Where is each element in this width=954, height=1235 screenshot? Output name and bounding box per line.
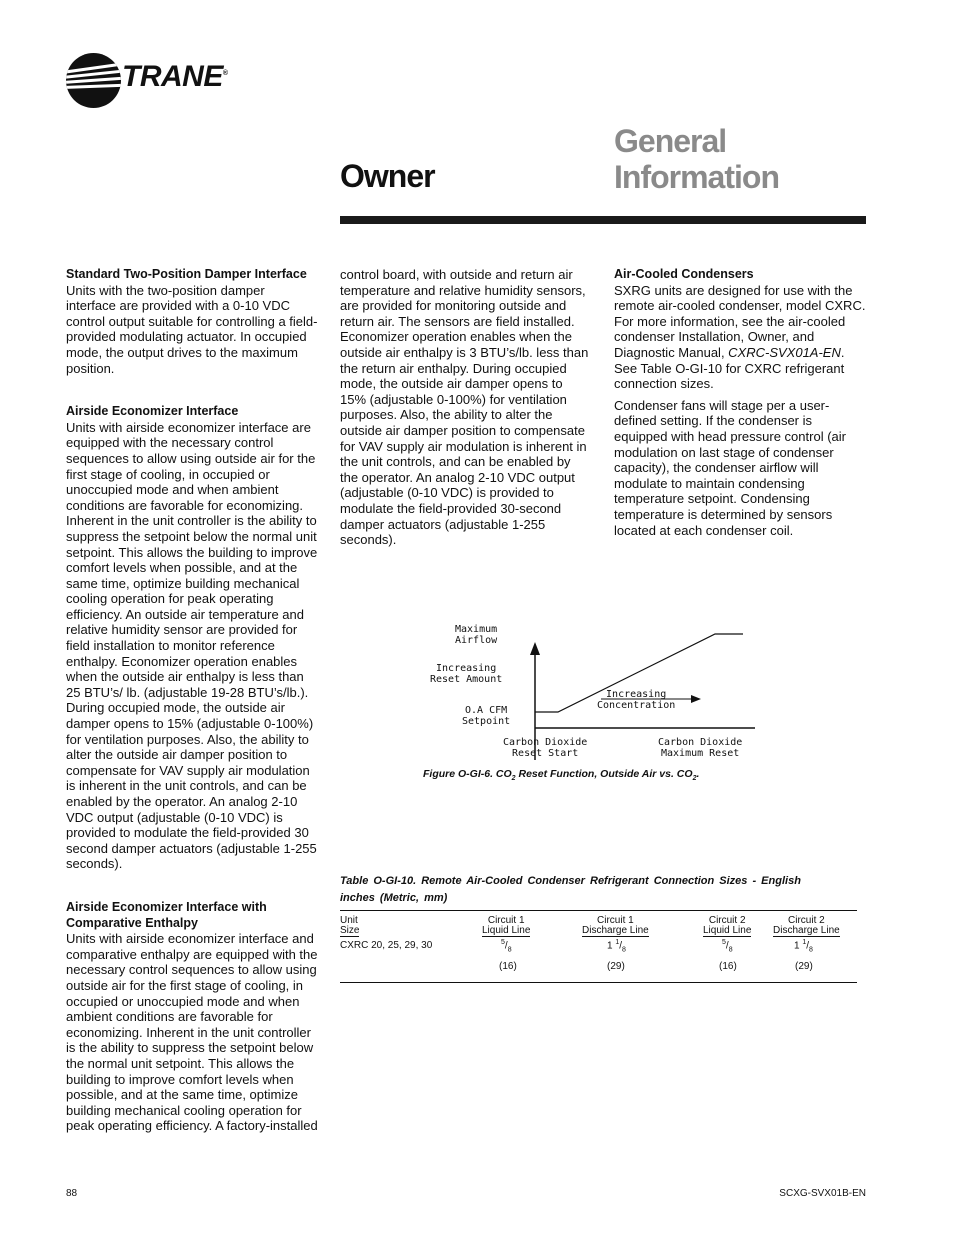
table-cell-unit: CXRC 20, 25, 29, 30 bbox=[340, 940, 433, 951]
figure-label-concentration: Increasing Concentration bbox=[597, 689, 676, 711]
paragraph-condenser-fans: Condenser fans will stage per a user-defined setting. If the condenser is equipped with head pressure control (air modulation on last stage of condenser capacity), the condenser airflow will modulate to maintain condensing temperature setpoint. Condensing temperature is determined by sensors located at each condenser coil. bbox=[614, 397, 846, 538]
table-header-c2-liquid: Circuit 2 Liquid Line bbox=[703, 915, 752, 936]
table-top-rule bbox=[340, 910, 857, 911]
table-bottom-rule bbox=[340, 982, 857, 983]
table-cell-c2-liquid: $^5/_8$ bbox=[722, 939, 733, 954]
figure-y-axis-arrow bbox=[530, 642, 540, 655]
figure-caption: Figure O-GI-6. $CO_2$ Reset Function, Outside Air vs. $CO_2$. bbox=[423, 768, 700, 783]
table-header-c2-discharge: Circuit 2 Discharge Line bbox=[773, 915, 840, 936]
paragraph-airside-economizer: Units with airside economizer interface are equipped with the necessary control sequences to allow using outside air for the first stage of cooling, in occupied or unoccupied mode and when ambient conditions are favorable for economizing. Inherent in the unit controller is the ability to suppress the setpoint below the normal unit setpoint. This allows the building to improve comfort levels when possible, and at the same time, optimize building mechanical cooling operation for peak operating efficiency. An outside air temperature and relative humidity sensor are provided for field installation to monitor reference enthalpy. Economizer operation enables when the outside air enthalpy is less than 25 BTU’s/ lb. (adjustable 19-28 BTU’s/lb.). During occupied mode, the outside air damper opens to 15% (adjustable 0-100%) for ventilation purposes. Also, the ability to alter the outside air damper position to compensate for VAV supply air modulation is inherent in the unit controls, and can be enabled by the operator. An analog 2-10 VDC output (adjustable (0-10 VDC) is provided to modulate the field-provided 30 second damper actuators (adjustable 1-255 seconds). bbox=[66, 419, 318, 872]
document-id: SCXG-SVX01B-EN bbox=[779, 1188, 866, 1199]
table-cell-c2-discharge-metric: (29) bbox=[795, 961, 813, 972]
table-header-c1-discharge: Circuit 1 Discharge Line bbox=[582, 915, 649, 936]
column-1 bbox=[66, 267, 318, 1134]
figure-label-maximum-reset: Carbon Dioxide Maximum Reset bbox=[658, 737, 743, 759]
table-cell-c2-discharge: 1 $^1/_8$ bbox=[794, 939, 813, 954]
table-header-c1-liquid: Circuit 1 Liquid Line bbox=[482, 915, 531, 936]
trane-logo-icon bbox=[66, 53, 121, 108]
column-2 bbox=[340, 267, 590, 548]
brand-name: TRANE® bbox=[122, 60, 228, 93]
paragraph-control-board: control board, with outside and return air temperature and relative humidity sensors, are provided for monitoring outside and return air. The sensors are field installed. Economizer operation enables when the outside air enthalpy is 3 BTU’s/lb. less than the return air enthalpy. During occupied mode, the outside air damper opens to 15% (adjustable 0-100%) for ventilation purposes. Also, the ability to alter the outside air damper position to compensate for VAV supply air modulation is inherent in the unit controls, and can be enabled by the operator. An analog 2-10 VDC output (adjustable (0-10 VDC) is provided to modulate the field-provided 30-second damper actuators (adjustable 1-255 seconds). bbox=[340, 267, 589, 548]
heading-airside-economizer: Airside Economizer Interface bbox=[66, 404, 239, 419]
table-caption: Table O-GI-10. Remote Air-Cooled Condenser Refrigerant Connection Sizes - English inches (Metric, mm) bbox=[340, 875, 801, 904]
heading-comparative-enthalpy: Airside Economizer Interface with Comparative Enthalpy bbox=[66, 899, 267, 930]
column-3 bbox=[614, 267, 866, 538]
table-cell-c1-discharge-metric: (29) bbox=[607, 961, 625, 972]
heading-two-position-damper: Standard Two-Position Damper Interface bbox=[66, 267, 307, 281]
page-number: 88 bbox=[66, 1188, 78, 1199]
paragraph-condensers: SXRG units are designed for use with the remote air-cooled condenser, model CXRC. For more information, see the air-cooled condenser Installation, Owner, and Diagnostic Manual, CXRC-SVX01A-EN. See Table O-GI-10 for CXRC refrigerant connection sizes. bbox=[614, 282, 866, 392]
section-title-owner: Owner bbox=[340, 158, 435, 194]
header-rule bbox=[340, 216, 866, 224]
figure-label-oa-setpoint: O.A CFM Setpoint bbox=[462, 705, 511, 727]
paragraph-comparative-enthalpy: Units with airside economizer interface and comparative enthalpy are equipped with the necessary control sequences to allow using outside air for the first stage of cooling, in occupied or unoccupied mode and when ambient conditions are favorable for economizing. Inherent in the unit controller is the ability to suppress the setpoint below the normal unit setpoint. This allows the building to improve comfort levels when possible, and at the same time, optimize building mechanical cooling operation for peak operating efficiency. A factory-installed bbox=[66, 931, 318, 1134]
paragraph-two-position-damper: Units with the two-position damper interface are provided with a 0-10 VDC control output suitable for controlling a field-provided modulating actuator. In occupied mode, the output drives to the maximum position. bbox=[66, 282, 318, 376]
table-cell-c2-liquid-metric: (16) bbox=[719, 961, 737, 972]
table-cell-c1-liquid: $^5/_8$ bbox=[501, 939, 512, 954]
table-header-unit-size: Unit Size bbox=[340, 915, 360, 936]
heading-air-cooled-condensers: Air-Cooled Condensers bbox=[614, 267, 754, 281]
figure-label-max-airflow: Maximum Airflow bbox=[455, 624, 498, 646]
figure-concentration-arrowhead bbox=[691, 695, 701, 703]
section-title-general-information: General Information bbox=[614, 123, 779, 195]
figure-label-increasing-reset: Increasing Reset Amount bbox=[430, 663, 503, 685]
figure-label-reset-start: Carbon Dioxide Reset Start bbox=[503, 737, 588, 759]
table-cell-c1-liquid-metric: (16) bbox=[499, 961, 517, 972]
table-cell-c1-discharge: 1 $^1/_8$ bbox=[607, 939, 626, 954]
